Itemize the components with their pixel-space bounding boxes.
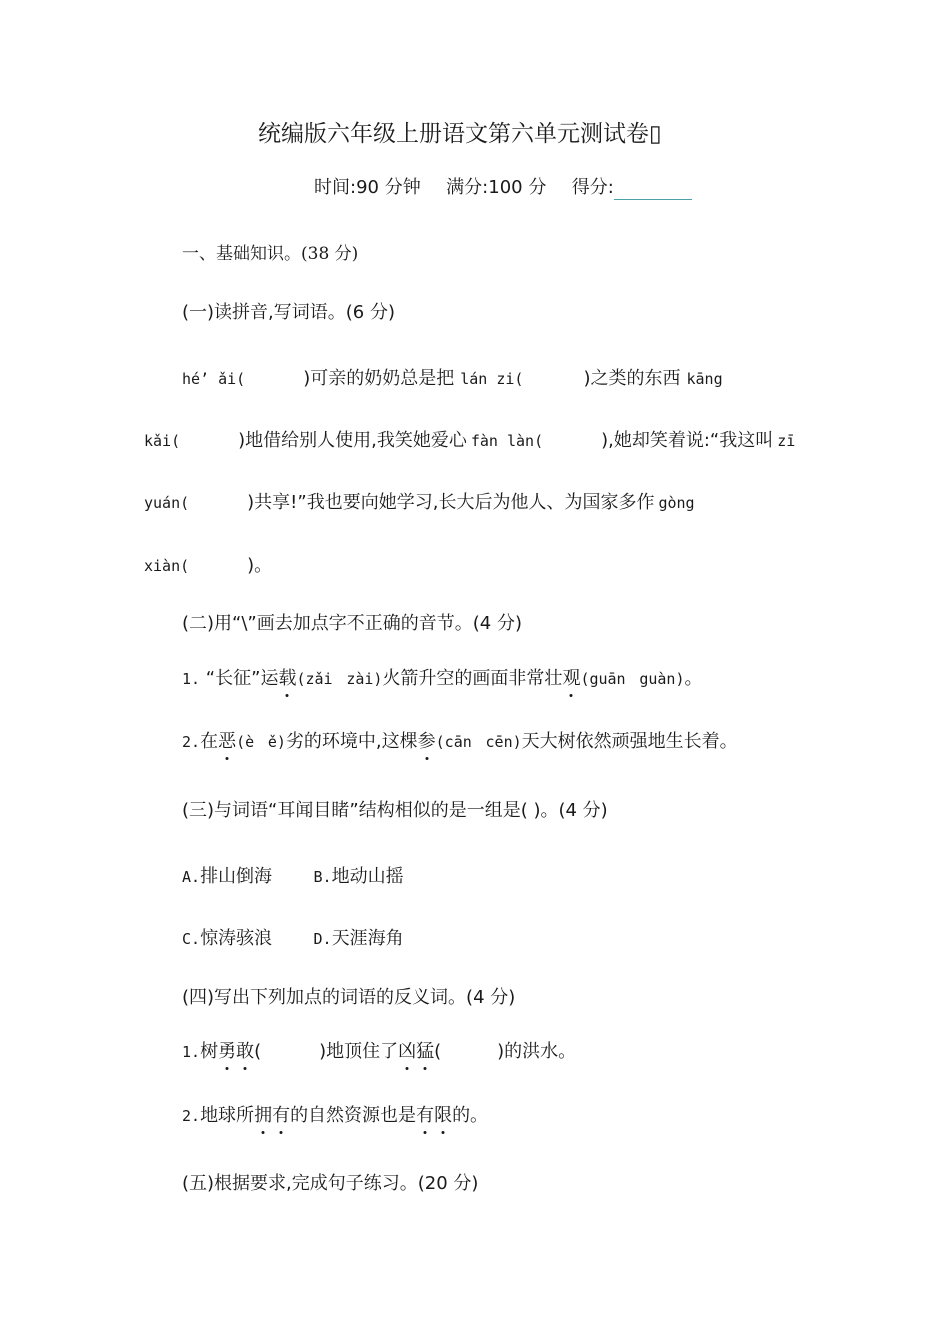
title-mark: ▯ bbox=[649, 121, 662, 147]
text: )可亲的奶奶总是把 bbox=[303, 368, 455, 389]
q3-options-row-1 bbox=[182, 865, 404, 889]
item-number: 1. bbox=[182, 1043, 201, 1061]
text: 。 bbox=[684, 668, 703, 689]
text: ( bbox=[434, 1041, 442, 1062]
q2-item-2 bbox=[182, 730, 738, 754]
dotted-char: 观 bbox=[562, 668, 581, 689]
text: )之类的东西 bbox=[583, 368, 681, 389]
option-text: 天涯海角 bbox=[331, 928, 404, 949]
option-a[interactable] bbox=[182, 866, 272, 887]
pinyin-kang: kāng bbox=[686, 370, 723, 388]
q1-line-1 bbox=[182, 367, 723, 391]
title-text: 统编版六年级上册语文第六单元测试卷 bbox=[258, 121, 649, 147]
dotted-char: 限 bbox=[434, 1105, 453, 1126]
item-number: 1. bbox=[182, 670, 201, 688]
dotted-char: 参 bbox=[417, 731, 436, 752]
option-b[interactable] bbox=[314, 866, 404, 887]
dotted-char: 凶 bbox=[398, 1041, 417, 1062]
text: 的自然资源也是 bbox=[290, 1105, 417, 1126]
dotted-char: 敢 bbox=[236, 1041, 255, 1062]
option-text: 惊涛骇浪 bbox=[200, 928, 273, 949]
text: )地顶住了 bbox=[319, 1041, 399, 1062]
option-key: B. bbox=[313, 868, 332, 886]
time-label: 时间:90 分钟 bbox=[314, 177, 421, 198]
text: )。 bbox=[247, 555, 273, 576]
option-key: D. bbox=[313, 930, 332, 948]
text: 劣的环境中,这棵 bbox=[285, 731, 418, 752]
item-number: 2. bbox=[182, 733, 201, 751]
option-key: C. bbox=[182, 930, 201, 948]
pinyin-option[interactable]: (guān bbox=[580, 670, 626, 688]
text: 火箭升空的画面非常壮 bbox=[382, 668, 563, 689]
pinyin-heai: hé’ ǎi( bbox=[182, 370, 246, 388]
dotted-char: 拥 bbox=[254, 1105, 273, 1126]
q5-heading: (五)根据要求,完成句子练习。(20 分) bbox=[182, 1173, 479, 1194]
option-d[interactable] bbox=[314, 928, 404, 949]
option-key: A. bbox=[182, 868, 201, 886]
text: )的洪水。 bbox=[497, 1041, 577, 1062]
pinyin-option[interactable]: (è bbox=[236, 733, 255, 751]
pinyin-xian: xiàn( bbox=[144, 557, 190, 575]
option-text: 排山倒海 bbox=[200, 866, 273, 887]
q4-item-2 bbox=[182, 1104, 488, 1128]
q1-line-2 bbox=[144, 429, 795, 453]
q4-heading: (四)写出下列加点的词语的反义词。(4 分) bbox=[182, 987, 516, 1008]
text: )共享!”我也要向她学习,长大后为他人、为国家多作 bbox=[247, 492, 655, 513]
dotted-char: 勇 bbox=[218, 1041, 237, 1062]
pinyin-fanlan: fàn làn( bbox=[470, 432, 544, 450]
text: ),她却笑着说:“我这叫 bbox=[601, 430, 774, 451]
pinyin-lanzi: lán zi( bbox=[460, 370, 524, 388]
option-c[interactable] bbox=[182, 928, 272, 949]
dotted-char: 载 bbox=[278, 668, 297, 689]
pinyin-option[interactable]: zài) bbox=[346, 670, 383, 688]
pinyin-kai: kǎi( bbox=[144, 432, 181, 450]
dotted-char: 有 bbox=[416, 1105, 435, 1126]
exam-meta bbox=[314, 176, 692, 200]
pinyin-option[interactable]: guàn) bbox=[639, 670, 685, 688]
pinyin-gong: gòng bbox=[658, 494, 695, 512]
q1-heading: (一)读拼音,写词语。(6 分) bbox=[182, 302, 395, 323]
option-text: 地动山摇 bbox=[331, 866, 404, 887]
score-field[interactable] bbox=[614, 177, 692, 200]
q3-heading: (三)与词语“耳闻目睹”结构相似的是一组是( )。(4 分) bbox=[182, 800, 608, 821]
text: )地借给别人使用,我笑她爱心 bbox=[238, 430, 467, 451]
pinyin-option[interactable]: cēn) bbox=[485, 733, 522, 751]
text: 地球所 bbox=[200, 1105, 255, 1126]
q4-item-1 bbox=[182, 1040, 576, 1064]
pinyin-option[interactable]: (cān bbox=[435, 733, 472, 751]
page-title bbox=[258, 122, 662, 146]
text: 天大树依然顽强地生长着。 bbox=[521, 731, 738, 752]
section-heading: 一、基础知识。(38 分) bbox=[182, 244, 359, 264]
text: 在 bbox=[200, 731, 219, 752]
text: “长征”运 bbox=[205, 668, 279, 689]
q1-line-3 bbox=[144, 491, 695, 515]
pinyin-option[interactable]: ě) bbox=[267, 733, 286, 751]
dotted-char: 有 bbox=[272, 1105, 291, 1126]
full-score-label: 满分:100 分 bbox=[446, 177, 547, 198]
q2-item-1 bbox=[182, 667, 702, 691]
text: ( bbox=[254, 1041, 262, 1062]
q1-line-4 bbox=[144, 554, 272, 578]
q3-options-row-2 bbox=[182, 927, 404, 951]
text: 的。 bbox=[452, 1105, 489, 1126]
q2-heading: (二)用“\”画去加点字不正确的音节。(4 分) bbox=[182, 613, 522, 634]
score-label: 得分: bbox=[571, 177, 614, 198]
pinyin-yuan: yuán( bbox=[144, 494, 190, 512]
text: 树 bbox=[200, 1041, 219, 1062]
item-number: 2. bbox=[182, 1107, 201, 1125]
dotted-char: 猛 bbox=[416, 1041, 435, 1062]
pinyin-zi: zī bbox=[777, 432, 796, 450]
dotted-char: 恶 bbox=[218, 731, 237, 752]
pinyin-option[interactable]: (zǎi bbox=[296, 670, 333, 688]
